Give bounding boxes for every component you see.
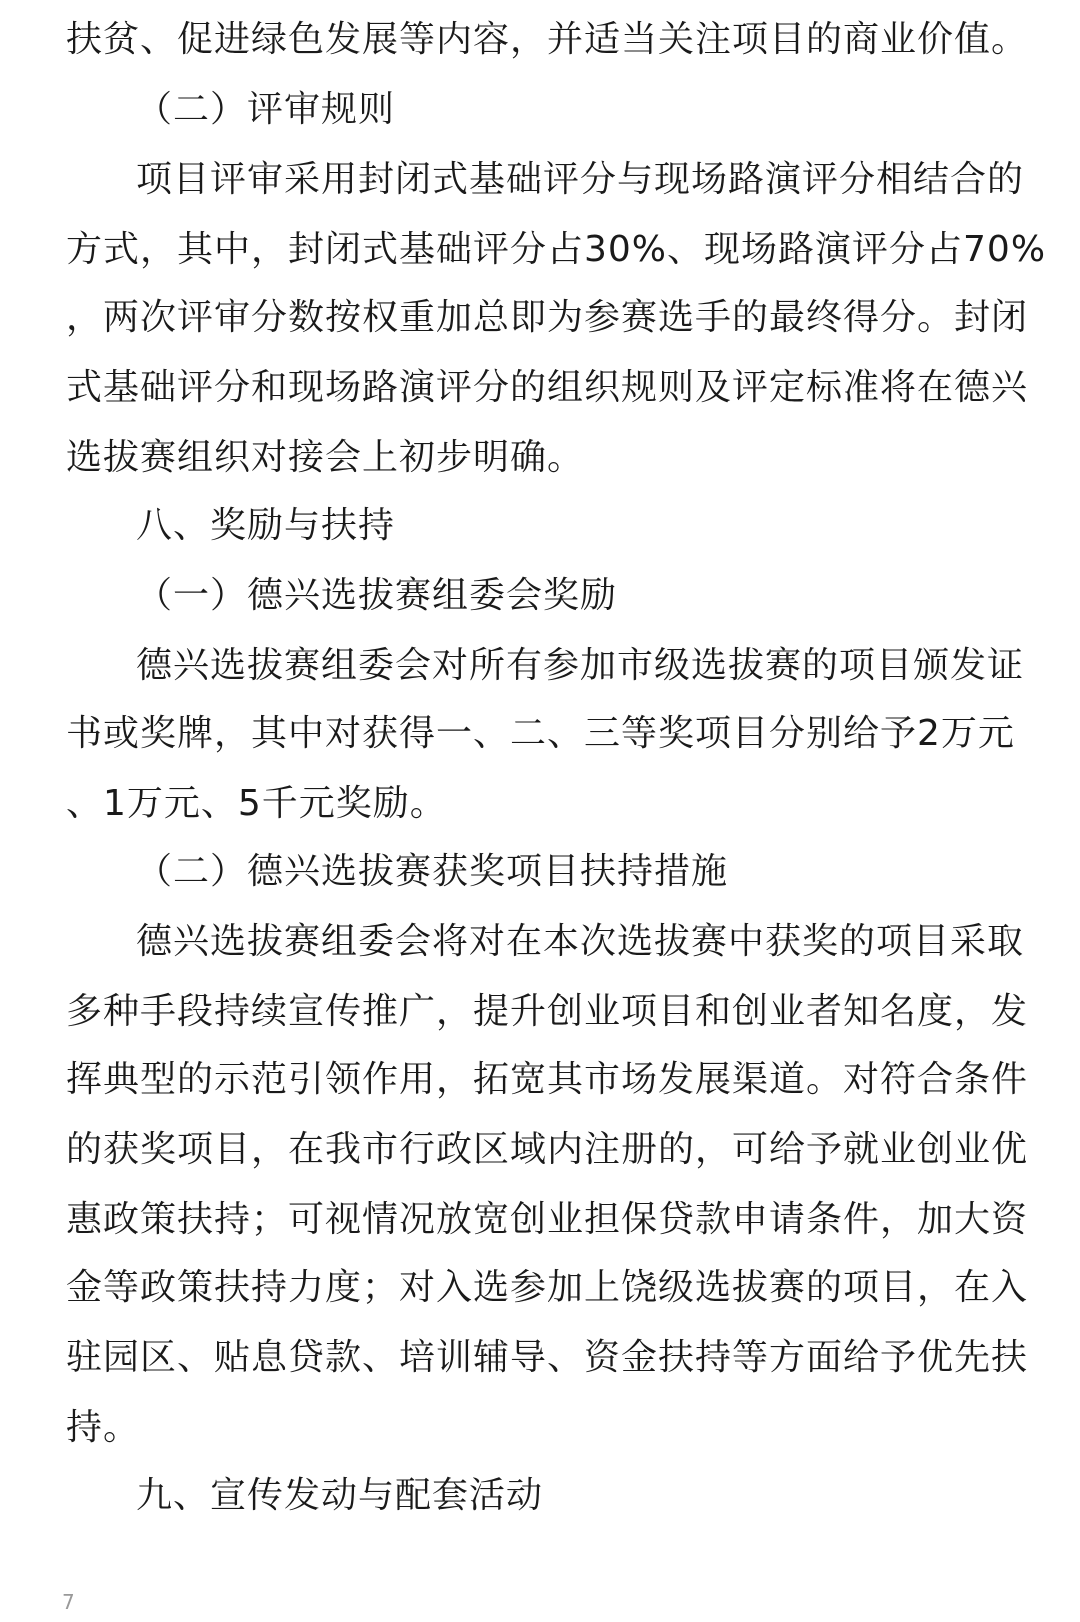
text-line: 项目评审采用封闭式基础评分与现场路演评分相结合的: [136, 159, 1025, 200]
text-line: 扶贫、促进绿色发展等内容，并适当关注项目的商业价值。: [66, 19, 1029, 60]
text-line: 选拔赛组织对接会上初步明确。: [66, 437, 585, 478]
text-line: 书或奖牌，其中对获得一、二、三等奖项目分别给予2万元: [66, 713, 1015, 754]
text-line: 持。: [66, 1407, 141, 1448]
text-line: 德兴选拔赛组委会将对在本次选拔赛中获奖的项目采取: [136, 921, 1025, 962]
text-line: 金等政策扶持力度；对入选参加上饶级选拔赛的项目，在入: [66, 1267, 1029, 1308]
text-line: 、1万元、5千元奖励。: [66, 783, 447, 824]
text-line: 挥典型的示范引领作用，拓宽其市场发展渠道。对符合条件: [66, 1059, 1029, 1100]
text-line: 的获奖项目，在我市行政区域内注册的，可给予就业创业优: [66, 1129, 1029, 1170]
text-line: 多种手段持续宣传推广，提升创业项目和创业者知名度，发: [66, 991, 1029, 1032]
chapter-heading: 八、奖励与扶持: [136, 505, 396, 546]
text-line: ，两次评审分数按权重加总即为参赛选手的最终得分。封闭: [66, 297, 1029, 338]
section-heading: （二）德兴选拔赛获奖项目扶持措施: [136, 851, 729, 892]
text-line: 式基础评分和现场路演评分的组织规则及评定标准将在德兴: [66, 367, 1029, 408]
chapter-heading: 九、宣传发动与配套活动: [136, 1475, 544, 1516]
text-line: 德兴选拔赛组委会对所有参加市级选拔赛的项目颁发证: [136, 645, 1025, 686]
text-line: 惠政策扶持；可视情况放宽创业担保贷款申请条件，加大资: [66, 1199, 1029, 1240]
text-line: 驻园区、贴息贷款、培训辅导、资金扶持等方面给予优先扶: [66, 1337, 1029, 1378]
section-heading: （一）德兴选拔赛组委会奖励: [136, 575, 618, 616]
section-heading: （二）评审规则: [136, 89, 396, 130]
text-line: 方式，其中，封闭式基础评分占30%、现场路演评分占70%: [66, 229, 1047, 270]
page-number: 7: [62, 1590, 75, 1614]
